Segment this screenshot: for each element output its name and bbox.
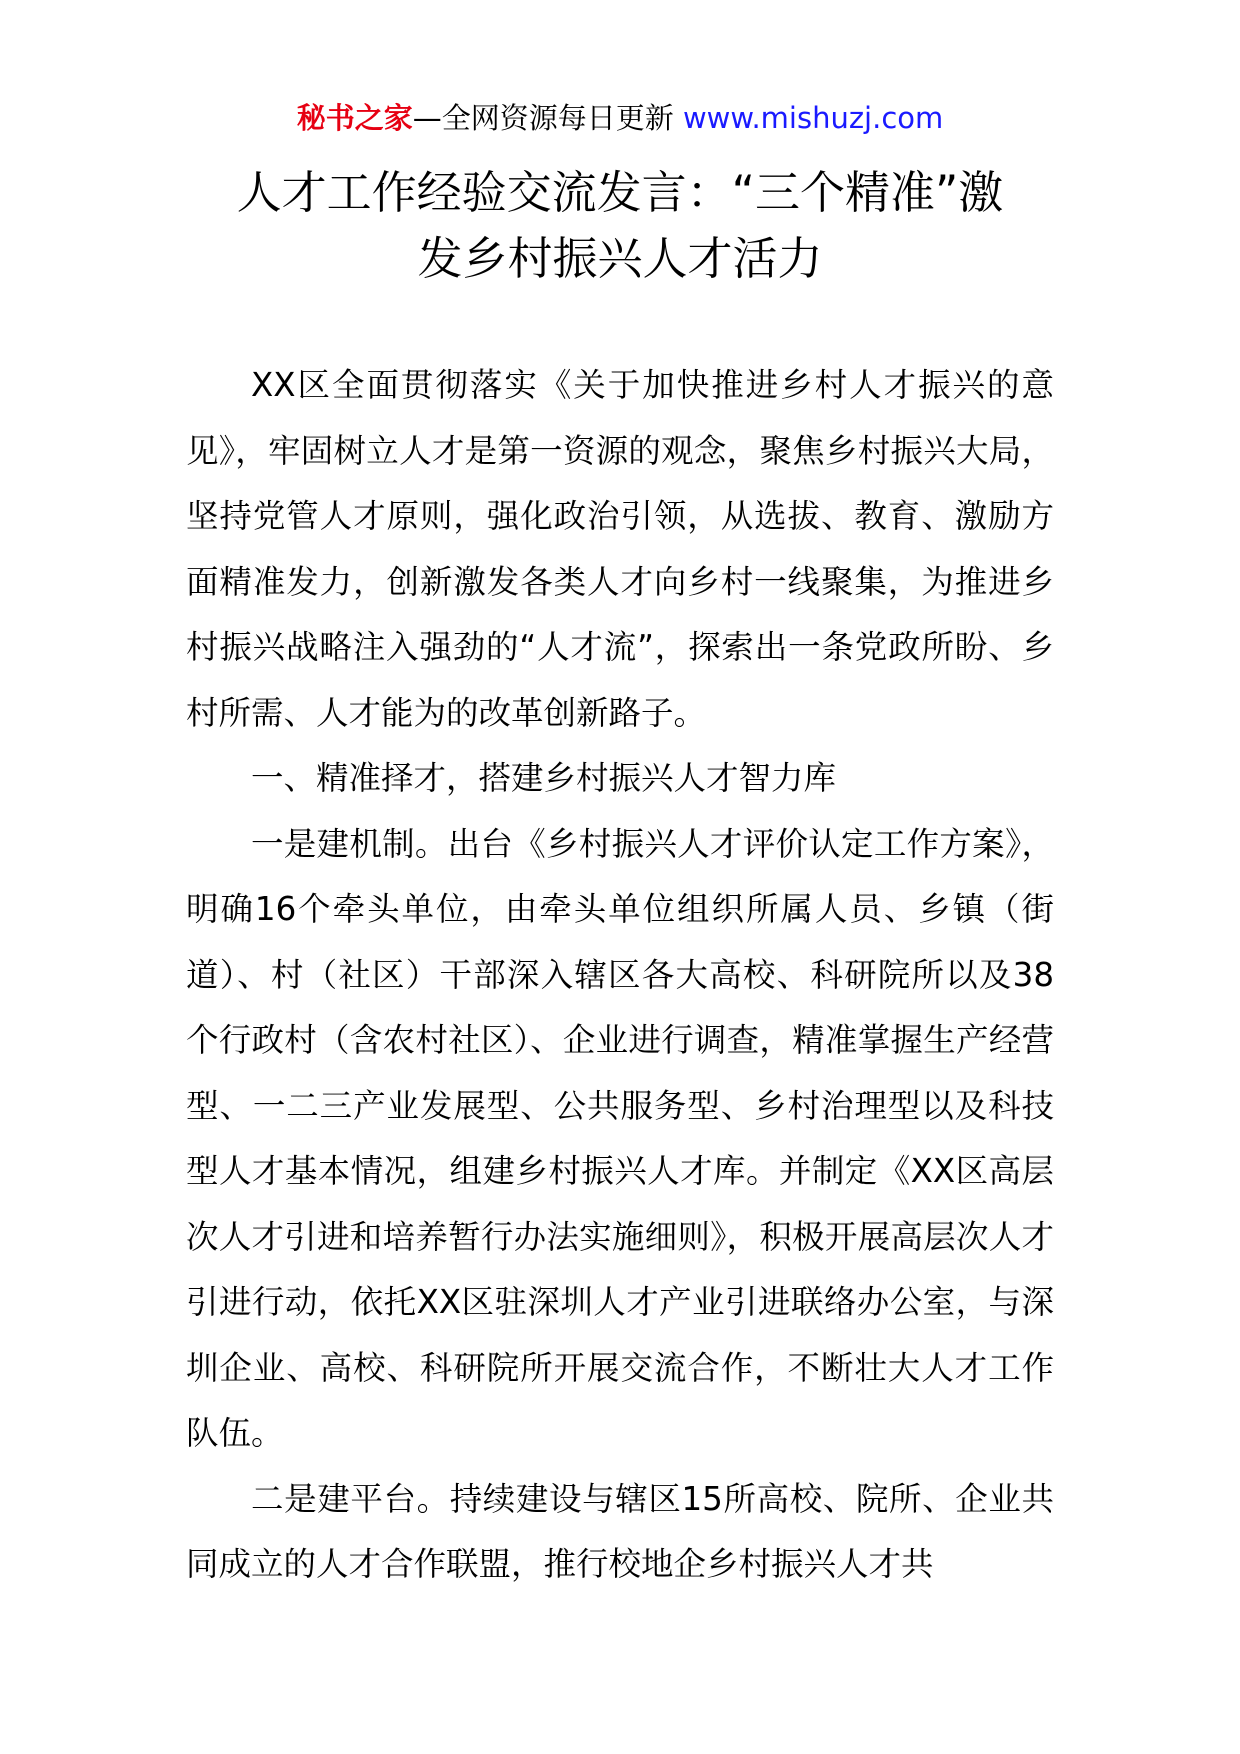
header-slogan: —全网资源每日更新 xyxy=(412,101,683,135)
site-url-link[interactable]: www.mishuzj.com xyxy=(682,101,944,135)
title-line-1: 人才工作经验交流发言：“三个精准”激 xyxy=(236,166,1004,219)
body-paragraph: 二是建平台。持续建设与辖区15所高校、院所、企业共同成立的人才合作联盟，推行校地企乡村振兴人才共 xyxy=(186,1479,1054,1583)
document-title xyxy=(186,160,1054,292)
section-heading: 一、精准择才，搭建乡村振兴人才智力库 xyxy=(251,759,837,797)
document-body xyxy=(186,353,1054,1598)
brand-name: 秘书之家 xyxy=(296,101,413,135)
title-line-2: 发乡村振兴人才活力 xyxy=(417,232,823,285)
site-header xyxy=(0,98,1240,138)
body-paragraph: 一是建机制。出台《乡村振兴人才评价认定工作方案》，明确16个牵头单位，由牵头单位组织所属人员、乡镇（街道）、村（社区）干部深入辖区各大高校、科研院所以及38个行政村（含农村社区）、企业进行调查，精准掌握生产经营型、一二三产业发展型、公共服务型、乡村治理型以及科技型人才基本情况，组建乡村振兴人才库。并制定《XX区高层次人才引进和培养暂行办法实施细则》，积极开展高层次人才引进行动，依托XX区驻深圳人才产业引进联络办公室，与深圳企业、高校、科研院所开展交流合作，不断壮大人才工作队伍。 xyxy=(186,824,1054,1452)
intro-paragraph: XX区全面贯彻落实《关于加快推进乡村人才振兴的意见》，牢固树立人才是第一资源的观念，聚焦乡村振兴大局，坚持党管人才原则，强化政治引领，从选拔、教育、激励方面精准发力，创新激发各类人才向乡村一线聚集，为推进乡村振兴战略注入强劲的“人才流”，探索出一条党政所盼、乡村所需、人才能为的改革创新路子。 xyxy=(186,366,1054,732)
